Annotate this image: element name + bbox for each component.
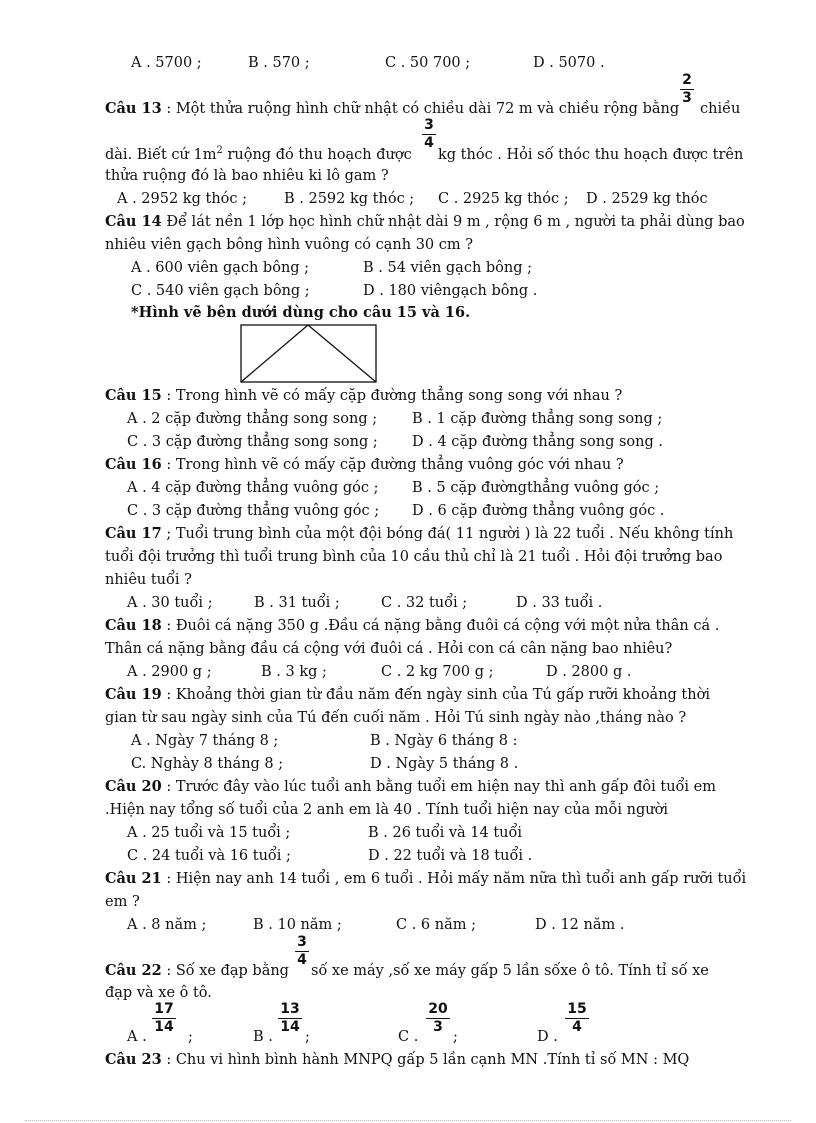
q19-text-1: : Khoảng thời gian từ đầu năm đến ngày sinh của Tú gấp rưỡi khoảng thời xyxy=(166,687,710,703)
q20-label: Câu 20 xyxy=(105,778,162,795)
q14-text-2: nhiêu viên gạch bông hình vuông có cạnh 30 cm ? xyxy=(105,237,474,253)
q15-option-d: D . 4 cặp đường thẳng song song . xyxy=(412,434,663,450)
q15-option-c: C . 3 cặp đường thẳng song song ; xyxy=(127,434,378,450)
q20-text-2: .Hiện nay tổng số tuổi của 2 anh em là 40 . Tính tuổi hiện nay của mỗi người xyxy=(105,802,669,818)
q16-line xyxy=(105,456,624,474)
q15-line xyxy=(105,387,622,405)
q17-line-1 xyxy=(105,525,733,543)
q13-option-d: D . 2529 kg thóc xyxy=(586,191,708,207)
q13-text-3: thửa ruộng đó là bao nhiêu ki lô gam ? xyxy=(105,168,389,184)
q22-fraction xyxy=(295,935,309,968)
q12-option-c: C . 50 700 ; xyxy=(385,55,471,71)
q14-option-a: A . 600 viên gạch bông ; xyxy=(131,260,310,276)
q22-option-a-letter: A . xyxy=(127,1029,147,1045)
q13-label: Câu 13 xyxy=(105,100,162,117)
q12-option-d: D . 5070 . xyxy=(533,55,605,71)
q17-option-d: D . 33 tuổi . xyxy=(516,595,603,611)
q21-option-c: C . 6 năm ; xyxy=(396,917,476,933)
q16-label: Câu 16 xyxy=(105,456,162,473)
q14-option-b: B . 54 viên gạch bông ; xyxy=(363,260,533,276)
q23-text: : Chu vi hình bình hành MNPQ gấp 5 lần cạnh MN .Tính tỉ số MN : MQ xyxy=(166,1052,690,1068)
q14-option-d: D . 180 viêngạch bông . xyxy=(363,283,538,299)
q16-text: : Trong hình vẽ có mấy cặp đường thẳng vuông góc với nhau ? xyxy=(166,457,624,473)
fraction-numerator: 13 xyxy=(278,1002,302,1019)
page-bottom-divider xyxy=(25,1120,791,1121)
q20-option-a: A . 25 tuổi và 15 tuổi ; xyxy=(127,825,291,841)
fraction-denominator: 3 xyxy=(682,90,692,106)
q13-text-2c: kg thóc . Hỏi số thóc thu hoạch được trên xyxy=(438,147,744,163)
q16-option-a: A . 4 cặp đường thẳng vuông góc ; xyxy=(127,480,379,496)
q13-option-b: B . 2592 kg thóc ; xyxy=(284,191,415,207)
q21-option-a: A . 8 năm ; xyxy=(127,917,207,933)
q22-label: Câu 22 xyxy=(105,962,162,979)
q22-option-c-sep: ; xyxy=(453,1029,458,1045)
q21-option-d: D . 12 năm . xyxy=(535,917,625,933)
q20-option-b: B . 26 tuổi và 14 tuổi xyxy=(368,825,523,841)
q14-text-1: Để lát nền 1 lớp học hình chữ nhật dài 9 m , rộng 6 m , người ta phải dùng bao xyxy=(166,214,745,230)
q21-line-1 xyxy=(105,870,746,888)
q22-text-1b: số xe máy ,số xe máy gấp 5 lần sốxe ô tô. Tính tỉ số xe xyxy=(311,963,709,979)
fraction-denominator: 14 xyxy=(280,1019,300,1035)
q17-option-a: A . 30 tuổi ; xyxy=(127,595,213,611)
q15-label: Câu 15 xyxy=(105,387,162,404)
q20-line-1 xyxy=(105,778,716,796)
q23-line xyxy=(105,1051,689,1069)
q22-text-1a: : Số xe đạp bằng xyxy=(166,963,289,979)
q21-text-2: em ? xyxy=(105,894,140,910)
q21-label: Câu 21 xyxy=(105,870,162,887)
q17-option-c: C . 32 tuổi ; xyxy=(381,595,468,611)
q17-text-3: nhiêu tuổi ? xyxy=(105,572,192,588)
q18-text-2: Thân cá nặng bằng đầu cá cộng với đuôi cá . Hỏi con cá cân nặng bao nhiêu? xyxy=(105,641,673,657)
q19-line-1 xyxy=(105,686,710,704)
q20-text-1: : Trước đây vào lúc tuổi anh bằng tuổi em hiện nay thì anh gấp đôi tuổi em xyxy=(166,779,716,795)
q19-text-2: gian từ sau ngày sinh của Tú đến cuối năm . Hỏi Tú sinh ngày nào ,tháng nào ? xyxy=(105,710,687,726)
fraction-numerator: 17 xyxy=(152,1002,176,1019)
q13-line-1 xyxy=(105,100,679,118)
q18-option-d: D . 2800 g . xyxy=(546,664,632,680)
fraction-numerator: 20 xyxy=(426,1002,450,1019)
q13-line-2 xyxy=(105,146,412,164)
q21-option-b: B . 10 năm ; xyxy=(253,917,342,933)
q18-option-a: A . 2900 g ; xyxy=(127,664,212,680)
q13-fraction-2 xyxy=(422,118,436,151)
q18-option-b: B . 3 kg ; xyxy=(261,664,327,680)
q12-option-b: B . 570 ; xyxy=(248,55,310,71)
q15-option-b: B . 1 cặp đường thẳng song song ; xyxy=(412,411,663,427)
q16-option-d: D . 6 cặp đường thẳng vuông góc . xyxy=(412,503,665,519)
fraction-denominator: 3 xyxy=(433,1019,443,1035)
rectangle-triangle-figure xyxy=(240,324,378,384)
q14-option-c: C . 540 viên gạch bông ; xyxy=(131,283,310,299)
q20-option-d: D . 22 tuổi và 18 tuổi . xyxy=(368,848,533,864)
q17-label: Câu 17 xyxy=(105,525,162,542)
q15-text: : Trong hình vẽ có mấy cặp đường thẳng song song với nhau ? xyxy=(166,388,623,404)
fraction-numerator: 3 xyxy=(295,935,309,952)
q17-option-b: B . 31 tuổi ; xyxy=(254,595,340,611)
q17-text-1: ; Tuổi trung bình của một đội bóng đá( 11 người ) là 22 tuổi . Nếu không tính xyxy=(166,526,734,542)
q13-option-a: A . 2952 kg thóc ; xyxy=(117,191,247,207)
q18-label: Câu 18 xyxy=(105,617,162,634)
q22-option-c-letter: C . xyxy=(398,1029,419,1045)
q22-option-a-sep: ; xyxy=(188,1029,193,1045)
q12-option-a: A . 5700 ; xyxy=(131,55,202,71)
fraction-denominator: 14 xyxy=(154,1019,174,1035)
q14-label: Câu 14 xyxy=(105,213,162,230)
q22-option-b-sep: ; xyxy=(305,1029,310,1045)
q22-text-2: đạp và xe ô tô. xyxy=(105,985,212,1001)
q18-text-1: : Đuôi cá nặng 350 g .Đầu cá nặng bằng đuôi cá cộng với một nửa thân cá . xyxy=(166,618,720,634)
q21-text-1: : Hiện nay anh 14 tuổi , em 6 tuổi . Hỏi mấy năm nữa thì tuổi anh gấp rưỡi tuổi xyxy=(166,871,747,887)
fraction-numerator: 15 xyxy=(565,1002,589,1019)
q13-text-2a: dài. Biết cứ 1m xyxy=(105,147,217,163)
q22-option-d-letter: D . xyxy=(537,1029,558,1045)
q22-option-b-fraction xyxy=(278,1002,302,1035)
q22-line-1a xyxy=(105,962,289,980)
fraction-denominator: 4 xyxy=(424,135,434,151)
q14-line-1 xyxy=(105,213,745,231)
q20-option-c: C . 24 tuổi và 16 tuổi ; xyxy=(127,848,291,864)
q16-option-b: B . 5 cặp đườngthẳng vuông góc ; xyxy=(412,480,660,496)
q13-superscript: 2 xyxy=(216,145,223,156)
q18-option-c: C . 2 kg 700 g ; xyxy=(381,664,494,680)
q16-option-c: C . 3 cặp đường thẳng vuông góc ; xyxy=(127,503,380,519)
fraction-numerator: 2 xyxy=(680,73,694,90)
figure-note: *Hình vẽ bên dưới dùng cho câu 15 và 16. xyxy=(131,304,471,321)
q23-label: Câu 23 xyxy=(105,1051,162,1068)
fraction-denominator: 4 xyxy=(297,952,307,968)
q22-option-d-fraction xyxy=(565,1002,589,1035)
q19-label: Câu 19 xyxy=(105,686,162,703)
q19-option-b: B . Ngày 6 tháng 8 : xyxy=(370,733,518,749)
figure-left-diagonal xyxy=(241,325,308,382)
figure-rectangle xyxy=(241,325,376,382)
q13-fraction-1 xyxy=(680,73,694,106)
q13-text-1-end: chiều xyxy=(700,101,741,117)
q13-text-2b: ruộng đó thu hoạch được xyxy=(227,147,412,163)
q19-option-c: C. Nghày 8 tháng 8 ; xyxy=(131,756,284,772)
q19-option-d: D . Ngày 5 tháng 8 . xyxy=(370,756,519,772)
q22-option-c-fraction xyxy=(426,1002,450,1035)
fraction-numerator: 3 xyxy=(422,118,436,135)
q15-option-a: A . 2 cặp đường thẳng song song ; xyxy=(127,411,378,427)
q18-line-1 xyxy=(105,617,719,635)
q13-text-1: : Một thửa ruộng hình chữ nhật có chiều dài 72 m và chiều rộng bằng xyxy=(166,101,680,117)
figure-right-diagonal xyxy=(308,325,376,382)
q17-text-2: tuổi đội trưởng thì tuổi trung bình của 10 cầu thủ chỉ là 21 tuổi . Hỏi đội trưởng bao xyxy=(105,549,723,565)
q19-option-a: A . Ngày 7 tháng 8 ; xyxy=(131,733,279,749)
fraction-denominator: 4 xyxy=(572,1019,582,1035)
q13-option-c: C . 2925 kg thóc ; xyxy=(438,191,569,207)
q22-option-b-letter: B . xyxy=(253,1029,273,1045)
q22-option-a-fraction xyxy=(152,1002,176,1035)
